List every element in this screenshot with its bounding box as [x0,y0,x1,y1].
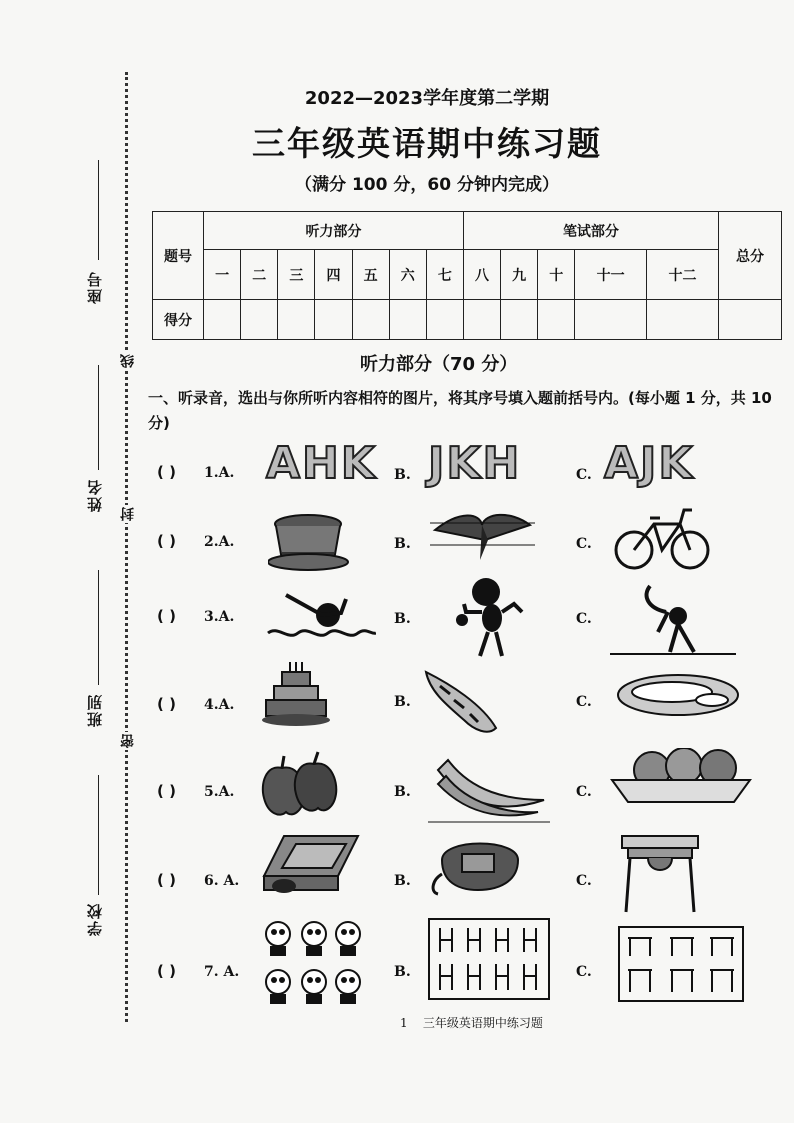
exam-title: 三年级英语期中练习题 [252,124,602,163]
writing-header: 笔试部分 [463,212,718,250]
option-c-label: C. [576,611,592,627]
item-number: 十二 [647,250,719,300]
item-number: 五 [352,250,389,300]
answer-bracket-7[interactable]: ( ) [157,962,176,980]
swimming-picture [266,585,376,645]
option-b-label: B. [394,536,411,552]
score-label-cell: 得分 [153,300,204,340]
fruit-basket-picture [610,748,752,804]
bag-picture [428,834,530,898]
score-cell[interactable] [204,300,241,340]
question1-instruction: 一、听录音，选出与你所听内容相符的图片，将其序号填入题前括号内。(每小题 1 分，共 10 分) [148,389,772,432]
score-cell[interactable] [389,300,426,340]
listening-section-title: 听力部分（70 分） [360,354,518,375]
school-blank[interactable] [98,775,99,895]
book-picture [262,832,362,894]
item-number: 一 [204,250,241,300]
page-number: 1 [400,1016,408,1030]
bike-picture [614,502,712,572]
option-b-label: B. [394,694,411,710]
letters-jkh-picture: JKH [428,438,522,489]
option-b-label: B. [394,873,411,889]
item-number: 四 [315,250,352,300]
seal-mi-char: 密 [120,734,136,748]
answer-bracket-2[interactable]: ( ) [157,532,176,550]
score-cell[interactable] [352,300,389,340]
pandas-picture [262,914,366,1004]
total-score-cell[interactable] [719,300,782,340]
item-number: 六 [389,250,426,300]
score-cell[interactable] [278,300,315,340]
seal-line-char: 线 [120,354,136,368]
option-c-label: C. [576,467,592,483]
score-table [152,211,782,340]
plate-picture [616,672,740,718]
question-number-6: 6. A. [204,873,240,889]
score-cell[interactable] [241,300,278,340]
answer-bracket-4[interactable]: ( ) [157,695,176,713]
class-blank[interactable] [98,570,99,685]
seal-feng-char: 封 [120,507,136,521]
item-number: 七 [426,250,463,300]
cake-picture [260,660,332,728]
listening-header: 听力部分 [204,212,464,250]
kite-picture [430,505,535,567]
exercising-picture [610,582,736,656]
item-label-cell: 题号 [153,212,204,300]
answer-bracket-3[interactable]: ( ) [157,607,176,625]
desks-picture [618,926,744,1002]
hat-picture [268,512,350,574]
bananas-picture [428,750,550,826]
item-number: 十 [538,250,575,300]
answer-bracket-5[interactable]: ( ) [157,782,176,800]
page-footer [400,1014,543,1031]
item-number: 八 [463,250,500,300]
option-b-label: B. [394,784,411,800]
question-number-1: 1.A. [204,465,235,481]
question-number-2: 2.A. [204,534,235,550]
score-cell[interactable] [426,300,463,340]
score-cell[interactable] [501,300,538,340]
option-b-label: B. [394,964,411,980]
option-c-label: C. [576,694,592,710]
question-number-7: 7. A. [204,964,240,980]
answer-bracket-6[interactable]: ( ) [157,871,176,889]
chairs-picture [428,918,550,1000]
option-b-label: B. [394,467,411,483]
score-cell[interactable] [538,300,575,340]
bread-picture [420,664,502,736]
option-c-label: C. [576,964,592,980]
item-number: 九 [501,250,538,300]
seat-number-label: 座号 [86,270,104,304]
apples-picture [258,750,342,822]
answer-bracket-1[interactable]: ( ) [157,463,176,481]
score-cell[interactable] [647,300,719,340]
option-b-label: B. [394,611,411,627]
score-cell[interactable] [463,300,500,340]
option-c-label: C. [576,536,592,552]
letters-ajk-picture: AJK [604,438,695,489]
item-number: 二 [241,250,278,300]
exam-subtitle: （满分 100 分，60 分钟内完成） [295,175,559,195]
option-c-label: C. [576,873,592,889]
question-number-5: 5.A. [204,784,235,800]
score-cell[interactable] [575,300,647,340]
score-cell[interactable] [315,300,352,340]
footer-title: 三年级英语期中练习题 [422,1016,543,1030]
item-number: 三 [278,250,315,300]
option-c-label: C. [576,784,592,800]
letters-ahk-picture: AHK [266,438,377,489]
name-label: 姓名 [86,478,104,512]
school-label: 学校 [86,902,104,936]
binding-dotted-line [125,72,128,1022]
name-blank[interactable] [98,365,99,470]
item-number: 十一 [575,250,647,300]
question-number-4: 4.A. [204,697,235,713]
jumping-picture [452,572,532,660]
total-label-cell: 总分 [719,212,782,300]
question-number-3: 3.A. [204,609,235,625]
desk-picture [618,832,702,914]
class-label: 班别 [86,693,104,727]
school-year: 2022—2023学年度第二学期 [304,88,550,109]
